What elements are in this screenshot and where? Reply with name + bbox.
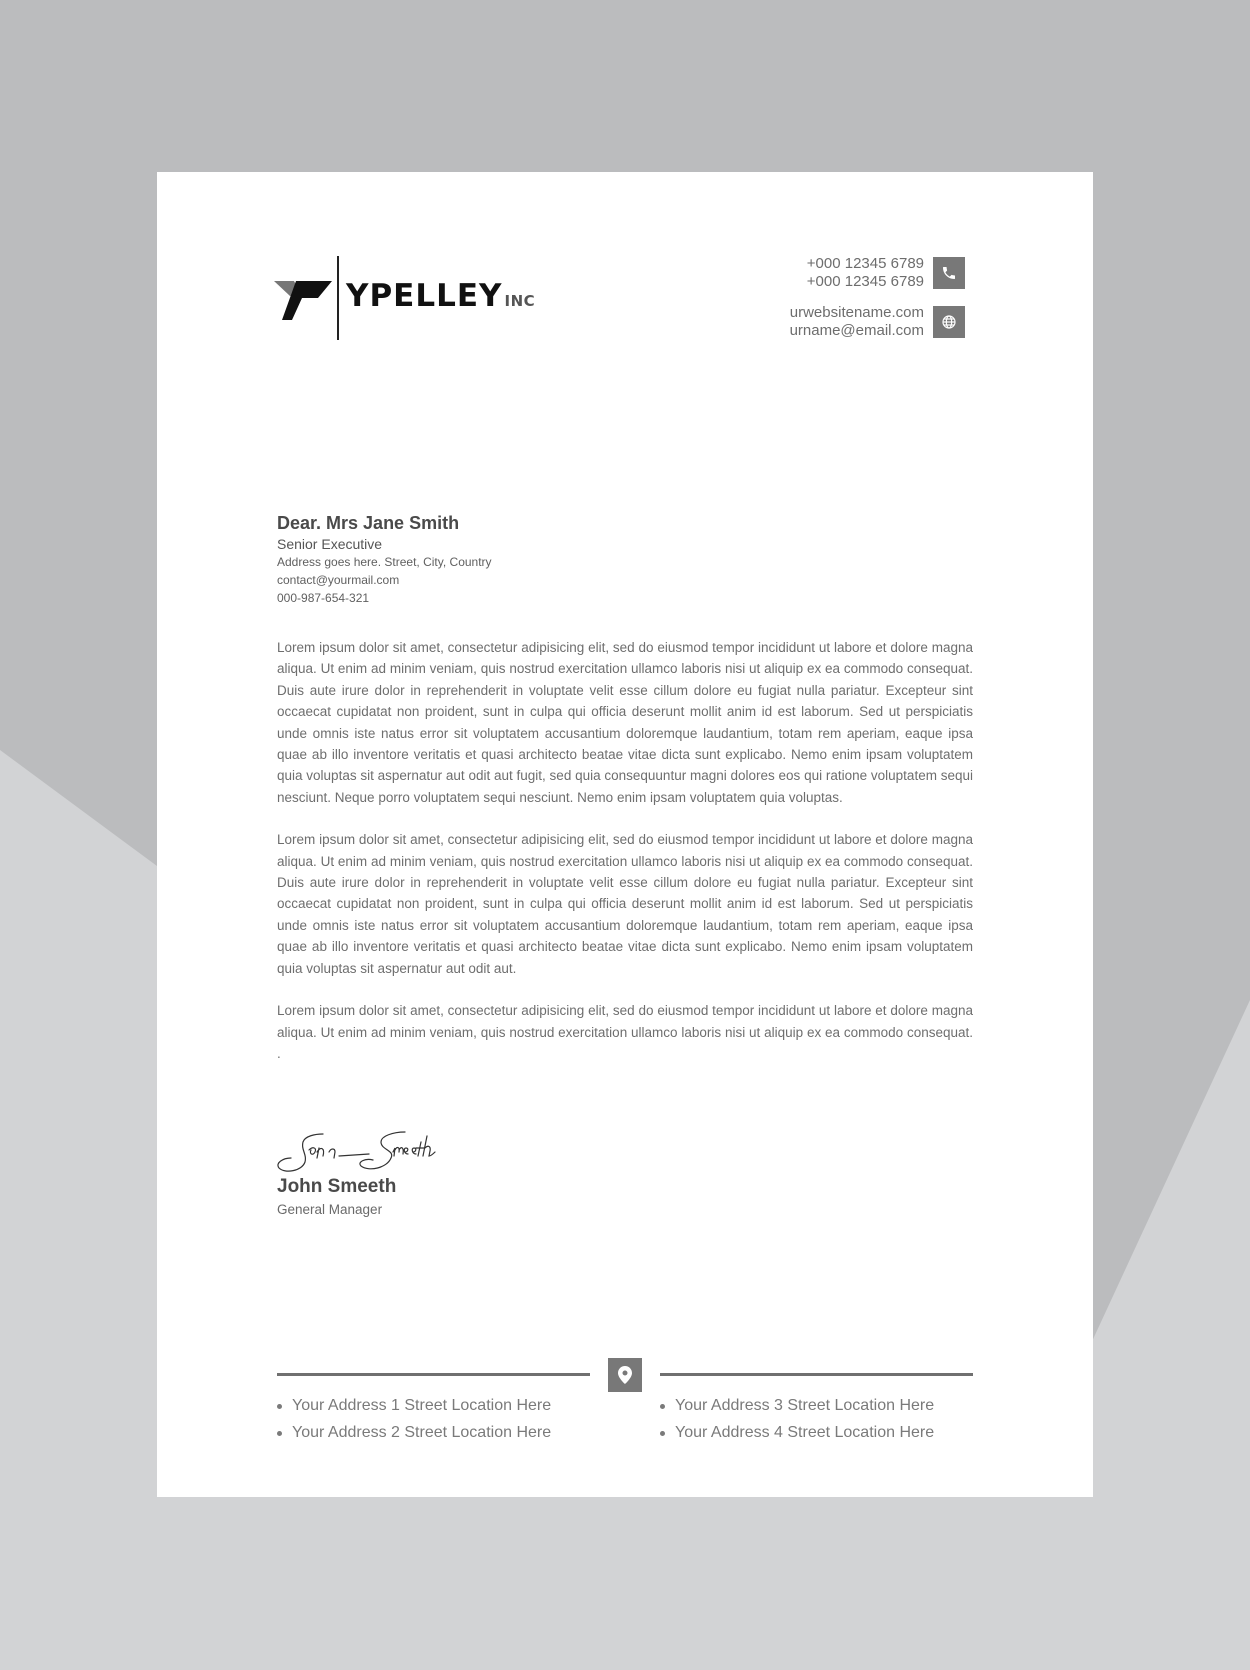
- phone-icon: [933, 257, 965, 289]
- footer-address-list-left: [277, 1393, 551, 1446]
- recipient-address: Address goes here. Street, City, Country: [277, 555, 492, 569]
- footer-address-2: Your Address 2 Street Location Here: [277, 1420, 551, 1447]
- footer-address-1: Your Address 1 Street Location Here: [277, 1393, 551, 1420]
- logo-mark-icon: [274, 276, 332, 320]
- logo-wordmark: [346, 278, 535, 314]
- website-text: urwebsitename.com: [789, 304, 924, 321]
- body-paragraph-3: Lorem ipsum dolor sit amet, consectetur adipisicing elit, sed do eiusmod tempor incididunt ut labore et dolore magna aliqua. Ut enim ad minim veniam, quis nostrud exercitation ullamco laboris nisi ut aliquip ex ea commodo consequat. .: [277, 1003, 973, 1061]
- globe-icon: [933, 306, 965, 338]
- body-paragraph-1: Lorem ipsum dolor sit amet, consectetur adipisicing elit, sed do eiusmod tempor incididunt ut labore et dolore magna aliqua. Ut enim ad minim veniam, quis nostrud exercitation ullamco laboris nisi ut aliquip ex ea commodo consequat. Duis aute irure dolor in reprehenderit in voluptate velit esse cillum dolore eu fugiat nulla pariatur. Excepteur sint occaecat cupidatat non proident, sunt in culpa qui officia deserunt mollit anim id est laborum. Sed ut perspiciatis unde omnis iste natus error sit voluptatem accusantium doloremque laudantium, totam rem aperiam, eaque ipsa quae ab illo inventore veritatis et quasi architecto beatae vitae dicta sunt explicabo. Nemo enim ipsam voluptatem quia voluptas sit aspernatur aut odit aut fugit, sed quia consequuntur magni dolores eos qui ratione voluptatem sequi nesciunt. Neque porro voluptatem sequi nesciunt. Nemo enim ipsam voluptatem quia voluptas.: [277, 640, 973, 805]
- logo-suffix: INC: [504, 292, 536, 310]
- logo-divider: [337, 256, 339, 340]
- recipient-title: Senior Executive: [277, 536, 383, 552]
- signer-name: John Smeeth: [277, 1176, 397, 1197]
- logo-name: YPELLEY: [346, 278, 503, 314]
- letterhead-page: [157, 172, 1093, 1497]
- location-pin-icon: [608, 1358, 642, 1392]
- recipient-email: contact@yourmail.com: [277, 573, 400, 587]
- footer-address-3: Your Address 3 Street Location Here: [660, 1393, 934, 1420]
- footer-address-list-right: [660, 1393, 934, 1446]
- recipient-name: Dear. Mrs Jane Smith: [277, 513, 460, 533]
- recipient-block: [277, 511, 492, 607]
- signer-title: General Manager: [277, 1202, 383, 1217]
- company-logo: [274, 256, 554, 340]
- footer-divider-right: [660, 1373, 973, 1376]
- handwritten-signature: [275, 1130, 475, 1174]
- signer-block: [277, 1175, 396, 1221]
- phone-contact: [807, 255, 965, 291]
- recipient-phone: 000-987-654-321: [277, 591, 370, 605]
- phone-number-2: +000 12345 6789: [806, 273, 924, 290]
- footer-address-4: Your Address 4 Street Location Here: [660, 1420, 934, 1447]
- phone-number-1: +000 12345 6789: [806, 255, 924, 272]
- email-text: urname@email.com: [789, 322, 924, 339]
- letter-body: [277, 637, 973, 1085]
- web-contact: [790, 304, 965, 340]
- footer-divider-left: [277, 1373, 590, 1376]
- body-paragraph-2: Lorem ipsum dolor sit amet, consectetur adipisicing elit, sed do eiusmod tempor incididunt ut labore et dolore magna aliqua. Ut enim ad minim veniam, quis nostrud exercitation ullamco laboris nisi ut aliquip ex ea commodo consequat. Duis aute irure dolor in reprehenderit in voluptate velit esse cillum dolore eu fugiat nulla pariatur. Excepteur sint occaecat cupidatat non proident, sunt in culpa qui officia deserunt mollit anim id est laborum. Sed ut perspiciatis unde omnis iste natus error sit voluptatem accusantium doloremque laudantium, totam rem aperiam, eaque ipsa quae ab illo inventore veritatis et quasi architecto beatae vitae dicta sunt explicabo. Nemo enim ipsam voluptatem quia voluptas sit aspernatur aut odit aut.: [277, 832, 973, 976]
